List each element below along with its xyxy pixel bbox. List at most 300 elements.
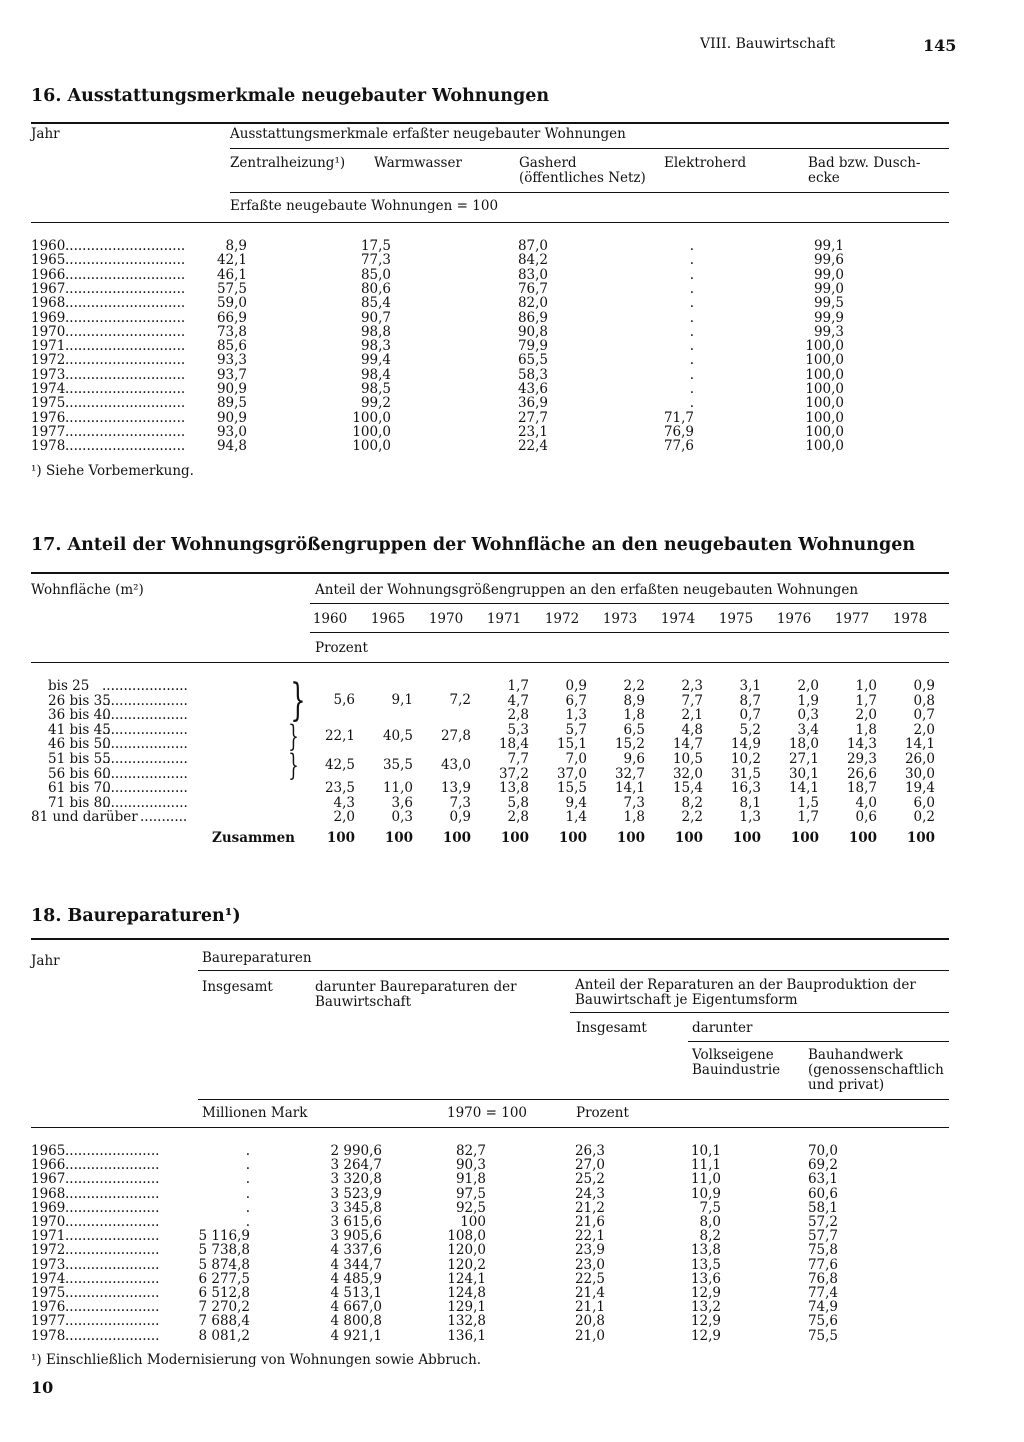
table18-row-leader: ......................	[65, 1285, 160, 1301]
table16-cell: 82,0	[517, 295, 548, 312]
table18-cell: 75,5	[807, 1327, 838, 1344]
table18-cell: 13,8	[690, 1242, 721, 1259]
table17-row-leader: ....................	[102, 678, 188, 694]
table16-cell: .	[689, 252, 694, 269]
table17-cell: 2,1	[681, 707, 703, 724]
table18-row-leader: ......................	[65, 1313, 160, 1330]
table18-cell: 20,8	[574, 1313, 605, 1330]
table17-cell: 2,0	[855, 707, 877, 724]
table17-total-cell: 100	[674, 830, 703, 846]
table17-row-label: 41 bis 45	[48, 721, 111, 738]
table17-year-header: 1972	[544, 611, 580, 627]
table16-cell: 80,6	[360, 280, 391, 297]
table16-cell: 93,7	[216, 366, 247, 383]
table17-cell: 1,3	[739, 809, 761, 826]
table18-row-year: 1972	[31, 1242, 66, 1259]
table17-cell: 8,1	[739, 794, 761, 811]
table17-year-header: 1960	[312, 611, 348, 627]
table16-row-year: 1969	[31, 309, 66, 326]
table18-cell: .	[245, 1157, 250, 1174]
table18-anteil-rule	[570, 1012, 949, 1013]
table17-row-leader: ....................	[102, 765, 188, 782]
table18-cell: 11,0	[690, 1171, 721, 1188]
table18-col-bauhandwerk: Bauhandwerk (genossenschaftlich und privat)	[808, 1047, 944, 1093]
table18-cell: 13,2	[690, 1299, 721, 1316]
table16-row-leader: ............................	[65, 280, 186, 297]
table17-cell: 2,8	[507, 707, 529, 724]
table16-cell: 100,0	[805, 409, 844, 426]
table17-cell: 7,0	[565, 751, 587, 767]
table17-top-rule	[31, 572, 949, 574]
table18-cell: 8,2	[699, 1228, 721, 1245]
table16-cell: .	[689, 395, 694, 412]
table16-cell: 100,0	[805, 352, 844, 369]
table18-cell: 90,3	[455, 1157, 486, 1174]
table17-unit: Prozent	[315, 640, 368, 656]
table16-cell: 100,0	[352, 409, 391, 426]
table18-unit-mio: Millionen Mark	[202, 1105, 308, 1121]
table18-cell: 77,4	[807, 1285, 838, 1301]
table17-body-rule	[31, 662, 949, 663]
table17-row-label: 61 bis 70	[48, 780, 111, 797]
table18-row-year: 1974	[31, 1270, 66, 1287]
table16-row-year: 1975	[31, 395, 66, 412]
table18-cell: 7 270,2	[198, 1299, 250, 1316]
table17-row-leader: ....................	[102, 751, 188, 767]
table16-cell: 85,6	[216, 338, 247, 355]
table17-grouped-cell: 27,8	[440, 728, 471, 744]
table17-total-cell: 100	[906, 830, 935, 846]
table17-row-leader: ....................	[102, 692, 188, 709]
table17-row-label: 36 bis 40	[48, 707, 111, 724]
table16-cell: 99,9	[813, 309, 844, 326]
table17-row-label: 56 bis 60	[48, 765, 111, 782]
table17-grouped-cell: 7,2	[449, 692, 471, 708]
table17-cell: 10,2	[730, 751, 761, 767]
table18-row-year: 1978	[31, 1327, 66, 1344]
table18-cell: 21,6	[574, 1214, 605, 1230]
table16-cell: 85,4	[360, 295, 391, 312]
table18-cell: 4 485,9	[330, 1270, 382, 1287]
table18-cell: 12,9	[690, 1285, 721, 1301]
table16-cell: 93,0	[216, 423, 247, 440]
table16-cell: 99,3	[813, 323, 844, 340]
table16-row-leader: ............................	[65, 338, 186, 355]
table17-cell: 14,1	[788, 780, 819, 797]
table16-cell: 94,8	[216, 438, 247, 455]
table16-row-year: 1972	[31, 352, 66, 369]
table16-cell: 58,3	[517, 366, 548, 383]
table16-cell: 100,0	[805, 381, 844, 397]
table16-cell: 65,5	[517, 352, 548, 369]
table16-cell: 100,0	[805, 366, 844, 383]
table17-group-rule	[310, 603, 949, 604]
table16-row-leader: ............................	[65, 309, 186, 326]
table17-cell: 27,1	[788, 751, 819, 767]
table17-row-leader: ....................	[102, 707, 188, 724]
table17-cell: 8,7	[739, 692, 761, 709]
table18-cell: 4 337,6	[330, 1242, 382, 1259]
table17-grouped-cell: 40,5	[382, 728, 413, 744]
table16-cell: .	[689, 295, 694, 312]
table17-brace: }	[290, 675, 306, 726]
table16-cell: 86,9	[517, 309, 548, 326]
table18-row-year: 1976	[31, 1299, 66, 1316]
table16-col-header: Warmwasser	[374, 155, 462, 171]
table17-row-label: 51 bis 55	[48, 751, 111, 767]
table18-cell: 22,1	[574, 1228, 605, 1245]
table17-cell: 30,1	[788, 765, 819, 782]
table16-row-leader: ............................	[65, 423, 186, 440]
table18-cell: 3 320,8	[330, 1171, 382, 1188]
table17-year-header: 1973	[602, 611, 638, 627]
table17-grouped-cell: 9,1	[391, 692, 413, 708]
table17-total-cell: 100	[384, 830, 413, 846]
table16-row-year: 1966	[31, 266, 66, 283]
table17-cell: 0,3	[797, 707, 819, 724]
table18-row-year: 1970	[31, 1214, 66, 1230]
table17-cell: 26,0	[904, 751, 935, 767]
table18-cell: 63,1	[807, 1171, 838, 1188]
table16-row-leader: ............................	[65, 438, 186, 455]
table16-footnote: ¹) Siehe Vorbemerkung.	[31, 463, 194, 479]
table16-cell: 22,4	[517, 438, 548, 455]
table16-col-header: Zentralheizung¹)	[230, 155, 346, 171]
table18-cell: 4 513,1	[330, 1285, 382, 1301]
table18-col-insgesamt: Insgesamt	[202, 979, 273, 995]
table17-grouped-cell: 22,1	[324, 728, 355, 744]
table16-cell: 27,7	[517, 409, 548, 426]
table18-cell: 24,3	[574, 1185, 605, 1202]
table18-cell: 120,0	[447, 1242, 486, 1259]
table18-cell: 21,0	[574, 1327, 605, 1344]
table18-row-leader: ......................	[65, 1228, 160, 1245]
table17-cell: 0,6	[855, 809, 877, 826]
table18-cell: 11,1	[690, 1157, 721, 1174]
table18-unit-index: 1970 = 100	[447, 1105, 528, 1121]
table17-total-cell: 100	[558, 830, 587, 846]
table18-cell: 69,2	[807, 1157, 838, 1174]
table17-cell: 14,1	[904, 736, 935, 753]
table17-total-cell: 100	[500, 830, 529, 846]
table16-cell: .	[689, 280, 694, 297]
table18-cell: 25,2	[574, 1171, 605, 1188]
table17-year-header: 1965	[370, 611, 406, 627]
table16-cell: 99,2	[360, 395, 391, 412]
table16-cell: 98,5	[360, 381, 391, 397]
table16-group-rule	[230, 148, 949, 149]
table18-cell: 5 874,8	[198, 1256, 250, 1273]
table17-grouped-cell: 35,5	[382, 757, 413, 773]
table17-cell: 2,2	[681, 809, 703, 826]
table16-cell: 84,2	[517, 252, 548, 269]
table18-cell: 3 615,6	[330, 1214, 382, 1230]
table17-cell: 15,1	[556, 736, 587, 753]
table16-cell: 100,0	[805, 438, 844, 455]
table18-cell: 70,0	[807, 1143, 838, 1159]
table17-cell: 2,2	[623, 678, 645, 694]
table18-cell: 7,5	[699, 1199, 721, 1216]
table18-cell: .	[245, 1199, 250, 1216]
table18-row-leader: ......................	[65, 1214, 160, 1230]
table18-row-leader: ......................	[65, 1171, 160, 1188]
table16-row-year: 1974	[31, 381, 66, 397]
table18-cell: 3 523,9	[330, 1185, 382, 1202]
table17-cell: 8,2	[681, 794, 703, 811]
table17-row-label: 46 bis 50	[48, 736, 111, 753]
table16-cell: 99,0	[813, 280, 844, 297]
table17-cell: 10,5	[672, 751, 703, 767]
table17-cell: 1,8	[623, 707, 645, 724]
table17-cell: 14,9	[730, 736, 761, 753]
table17-row-label: 81 und darüber	[31, 809, 138, 826]
table18-cell: 75,8	[807, 1242, 838, 1259]
table18-row-year: 1971	[31, 1228, 66, 1245]
table18-cell: 120,2	[447, 1256, 486, 1273]
table18-cell: 97,5	[455, 1185, 486, 1202]
table16-cell: .	[689, 366, 694, 383]
table18-row-leader: ......................	[65, 1270, 160, 1287]
table16-col-header: Elektroherd	[664, 155, 747, 171]
table17-cell: 0,7	[739, 707, 761, 724]
table16-cell: 23,1	[517, 423, 548, 440]
table16-row-year: 1967	[31, 280, 66, 297]
table18-cell: 57,2	[807, 1214, 838, 1230]
table17-cell: 7,7	[681, 692, 703, 709]
table16-cell: 98,8	[360, 323, 391, 340]
table18-cell: 7 688,4	[198, 1313, 250, 1330]
table16-row-year: 1970	[31, 323, 66, 340]
table16-cell: 43,6	[517, 381, 548, 397]
table17-cell: 0,9	[449, 809, 471, 826]
table18-col-volkseigene: Volkseigene Bauindustrie	[692, 1047, 781, 1078]
table17-year-header: 1976	[776, 611, 812, 627]
table16-cell: .	[689, 266, 694, 283]
table17-cell: 37,2	[498, 765, 529, 782]
table16-cell: 98,3	[360, 338, 391, 355]
table17-cell: 7,3	[623, 794, 645, 811]
table18-cell: 6 277,5	[198, 1270, 250, 1287]
table17-brace: }	[288, 748, 299, 783]
table18-title: 18. Baureparaturen¹)	[31, 906, 241, 926]
table17-cell: 13,8	[498, 780, 529, 797]
table16-cell: .	[689, 323, 694, 340]
table17-cell: 1,4	[565, 809, 587, 826]
table17-cell: 6,7	[565, 692, 587, 709]
table18-row-year: 1966	[31, 1157, 66, 1174]
table17-year-rule	[310, 632, 949, 633]
table17-cell: 30,0	[904, 765, 935, 782]
table17-cell: 2,3	[681, 678, 703, 694]
table16-row-year: 1978	[31, 438, 66, 455]
table17-cell: 14,1	[614, 780, 645, 797]
table18-cell: .	[245, 1185, 250, 1202]
table17-cell: 9,4	[565, 794, 587, 811]
table17-cell: 5,7	[565, 721, 587, 738]
table17-cell: 11,0	[382, 780, 413, 797]
table17-grouped-cell: 42,5	[324, 757, 355, 773]
table18-cell: 8 081,2	[198, 1327, 250, 1344]
table17-brace: }	[288, 719, 299, 754]
table17-cell: 15,2	[614, 736, 645, 753]
table18-cell: 10,1	[690, 1143, 721, 1159]
table16-cell: 93,3	[216, 352, 247, 369]
table17-total-label: Zusammen	[212, 830, 295, 846]
table16-cell: 85,0	[360, 266, 391, 283]
table18-cell: 58,1	[807, 1199, 838, 1216]
table18-cell: 100	[460, 1214, 486, 1230]
table18-col-anteil-insgesamt: Insgesamt	[576, 1020, 647, 1036]
table16-row-leader: ............................	[65, 409, 186, 426]
signature-mark: 10	[31, 1378, 54, 1397]
table17-cell: 1,0	[855, 678, 877, 694]
table16-cell: 90,8	[517, 323, 548, 340]
table17-row-leader: ....................	[102, 780, 188, 797]
table17-cell: 14,3	[846, 736, 877, 753]
table16-cell: .	[689, 352, 694, 369]
table17-total-cell: 100	[732, 830, 761, 846]
table16-cell: 100,0	[352, 423, 391, 440]
table17-row-leader: ...........	[140, 809, 188, 826]
table17-cell: 29,3	[846, 751, 877, 767]
table18-cell: 5 738,8	[198, 1242, 250, 1259]
table18-cell: 132,8	[447, 1313, 486, 1330]
table16-row-leader: ............................	[65, 323, 186, 340]
table17-cell: 4,8	[681, 721, 703, 738]
table17-cell: 37,0	[556, 765, 587, 782]
table18-cell: 129,1	[447, 1299, 486, 1316]
table16-cell: 36,9	[517, 395, 548, 412]
table18-cell: 74,9	[807, 1299, 838, 1316]
table18-cell: 60,6	[807, 1185, 838, 1202]
table16-cell: 90,9	[216, 381, 247, 397]
table17-title: 17. Anteil der Wohnungsgrößengruppen der Wohnfläche an den neugebauten Wohnungen	[31, 535, 916, 555]
table18-cell: 26,3	[574, 1143, 605, 1159]
table16-cell: 73,8	[216, 323, 247, 340]
table17-cell: 4,3	[333, 794, 355, 811]
table17-cell: 7,7	[507, 751, 529, 767]
table18-row-year: 1968	[31, 1185, 66, 1202]
table18-row-leader: ......................	[65, 1185, 160, 1202]
table17-cell: 1,7	[797, 809, 819, 826]
table18-cell: 12,9	[690, 1327, 721, 1344]
table17-cell: 1,5	[797, 794, 819, 811]
table16-group-header: Ausstattungsmerkmale erfaßter neugebauter Wohnungen	[230, 126, 626, 142]
table17-cell: 14,7	[672, 736, 703, 753]
table16-cell: 90,7	[360, 309, 391, 326]
table18-col-anteil: Anteil der Reparaturen an der Bauproduktion der Bauwirtschaft je Eigentumsform	[575, 977, 916, 1008]
table18-row-leader: ......................	[65, 1327, 160, 1344]
table17-grouped-cell: 5,6	[333, 692, 355, 708]
table17-cell: 18,7	[846, 780, 877, 797]
table17-total-cell: 100	[442, 830, 471, 846]
table17-cell: 7,3	[449, 794, 471, 811]
table17-cell: 0,9	[565, 678, 587, 694]
table18-cell: 92,5	[455, 1199, 486, 1216]
table18-row-leader: ......................	[65, 1157, 160, 1174]
table18-row-leader: ......................	[65, 1242, 160, 1259]
table16-row-year: 1965	[31, 252, 66, 269]
table17-cell: 3,1	[739, 678, 761, 694]
table18-row-leader: ......................	[65, 1199, 160, 1216]
table18-body-rule	[31, 1127, 949, 1128]
table17-cell: 3,6	[391, 794, 413, 811]
table17-cell: 1,7	[855, 692, 877, 709]
table16-unit: Erfaßte neugebaute Wohnungen = 100	[230, 198, 499, 214]
table17-cell: 0,2	[913, 809, 935, 826]
table17-cell: 4,7	[507, 692, 529, 709]
table18-cell: 13,6	[690, 1270, 721, 1287]
table16-col-header: Gasherd (öffentliches Netz)	[519, 155, 646, 186]
table16-cell: 90,9	[216, 409, 247, 426]
table18-cell: 3 345,8	[330, 1199, 382, 1216]
table17-cell: 0,8	[913, 692, 935, 709]
table18-cell: 3 905,6	[330, 1228, 382, 1245]
table16-cell: 100,0	[805, 395, 844, 412]
table17-cell: 23,5	[324, 780, 355, 797]
table18-cell: 12,9	[690, 1313, 721, 1330]
table18-row-year: 1969	[31, 1199, 66, 1216]
table18-cell: 2 990,6	[330, 1143, 382, 1159]
table17-cell: 5,2	[739, 721, 761, 738]
table16-cell: 76,9	[663, 423, 694, 440]
table18-cell: 108,0	[447, 1228, 486, 1245]
table16-row-leader: ............................	[65, 366, 186, 383]
table17-cell: 2,8	[507, 809, 529, 826]
table18-group-rule	[198, 970, 949, 971]
table16-cell: 98,4	[360, 366, 391, 383]
table17-year-header: 1970	[428, 611, 464, 627]
table16-cell: 57,5	[216, 280, 247, 297]
table17-grouped-cell: 43,0	[440, 757, 471, 773]
table16-cell: 87,0	[517, 238, 548, 254]
table17-cell: 3,4	[797, 721, 819, 738]
table17-total-cell: 100	[616, 830, 645, 846]
table16-cell: 59,0	[216, 295, 247, 312]
table18-cell: 6 512,8	[198, 1285, 250, 1301]
table18-cell: 76,8	[807, 1270, 838, 1287]
table16-cell: 42,1	[216, 252, 247, 269]
table17-row-label: 26 bis 35	[48, 692, 111, 709]
table17-cell: 5,8	[507, 794, 529, 811]
table16-cell: 100,0	[352, 438, 391, 455]
table18-row-year: 1975	[31, 1285, 66, 1301]
table18-cell: 21,4	[574, 1285, 605, 1301]
table17-cell: 32,0	[672, 765, 703, 782]
table18-cell: 77,6	[807, 1256, 838, 1273]
table17-cell: 4,0	[855, 794, 877, 811]
table17-group-header: Anteil der Wohnungsgrößengruppen an den erfaßten neugebauten Wohnungen	[315, 582, 859, 598]
table18-cell: 124,8	[447, 1285, 486, 1301]
table16-cell: .	[689, 338, 694, 355]
table17-total-cell: 100	[326, 830, 355, 846]
table17-cell: 1,7	[507, 678, 529, 694]
table17-cell: 2,0	[797, 678, 819, 694]
table17-cell: 32,7	[614, 765, 645, 782]
table16-cell: 66,9	[216, 309, 247, 326]
table16-cell: .	[689, 309, 694, 326]
table17-row-label: 71 bis 80	[48, 794, 111, 811]
table16-cell: 77,6	[663, 438, 694, 455]
table18-cell: 124,1	[447, 1270, 486, 1287]
table18-cell: 8,0	[699, 1214, 721, 1230]
table16-cell: .	[689, 381, 694, 397]
table16-row-year: 1960	[31, 238, 66, 254]
table18-cell: 136,1	[447, 1327, 486, 1344]
table18-unit-prozent: Prozent	[576, 1105, 629, 1121]
table16-row-leader: ............................	[65, 395, 186, 412]
table16-cell: 71,7	[663, 409, 694, 426]
